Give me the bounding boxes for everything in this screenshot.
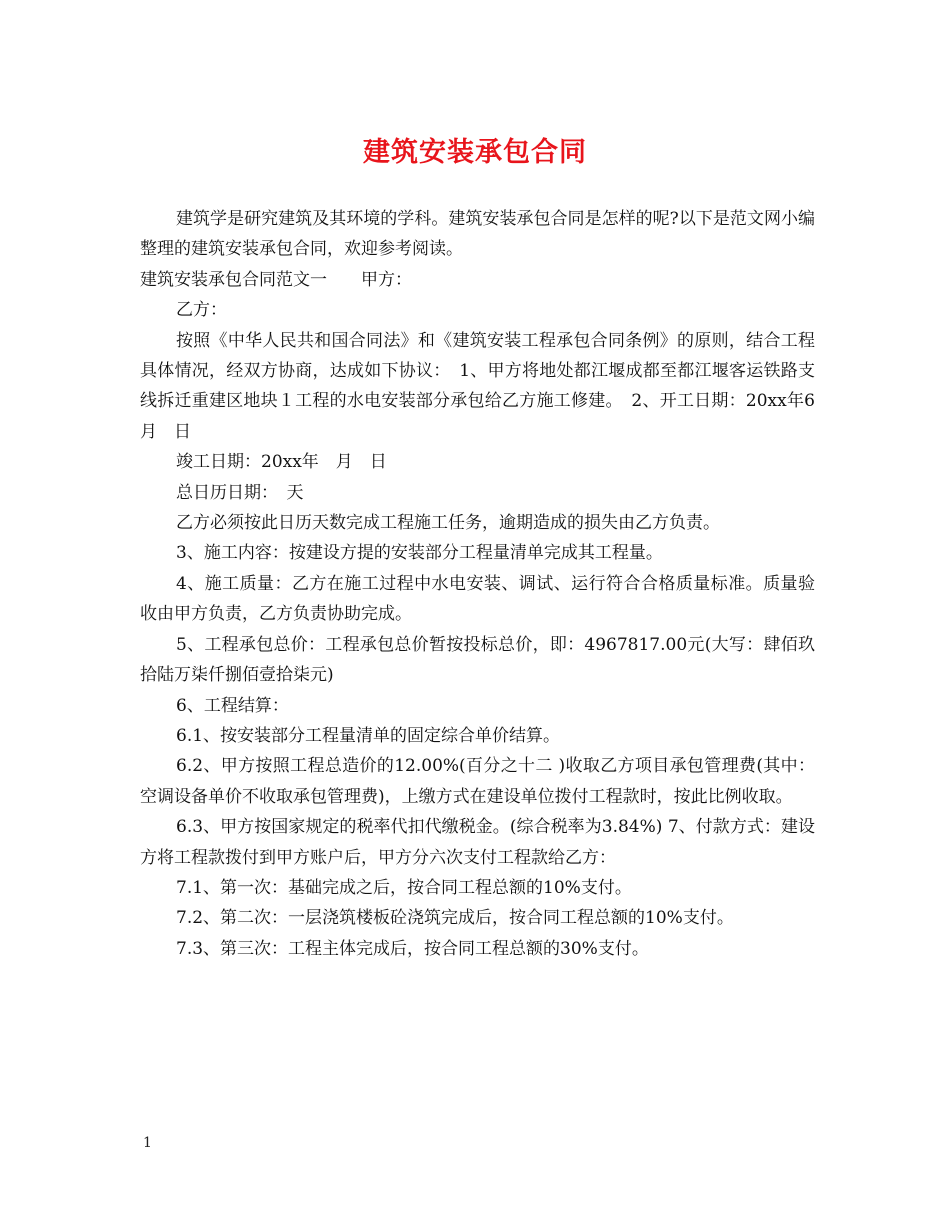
paragraph-clause-6-3: 6.3、甲方按国家规定的税率代扣代缴税金。(综合税率为3.84%) 7、付款方式：建设方将工程款拨付到甲方账户后，甲方分六次支付工程款给乙方： — [140, 817, 815, 868]
paragraph-total-days: 总日历日期： 天 — [176, 482, 304, 503]
paragraph-intro: 建筑学是研究建筑及其环境的学科。建筑安装承包合同是怎样的呢?以下是范文网小编整理的建筑安装承包合同，欢迎参考阅读。 — [140, 209, 815, 260]
page-number: 1 — [143, 1135, 152, 1151]
paragraph-clause-7-3: 7.3、第三次：工程主体完成后，按合同工程总额的30%支付。 — [176, 938, 649, 959]
paragraph-sample-heading: 建筑安装承包合同范文一 甲方： — [140, 269, 412, 290]
document-body — [140, 204, 815, 964]
paragraph-deadline-liability: 乙方必须按此日历天数完成工程施工任务，逾期造成的损失由乙方负责。 — [176, 513, 720, 534]
paragraph-clause-6-2: 6.2、甲方按照工程总造价的12.00%(百分之十二 )收取乙方项目承包管理费(其中：空调设备单价不收取承包管理费)，上缴方式在建设单位拨付工程款时，按此比例收取。 — [140, 756, 815, 807]
paragraph-completion-date: 竣工日期：20xx年 月 日 — [176, 452, 387, 473]
paragraph-clause-3: 3、施工内容：按建设方提的安装部分工程量清单完成其工程量。 — [176, 543, 663, 564]
paragraph-clause-7-1: 7.1、第一次：基础完成之后，按合同工程总额的10%支付。 — [176, 877, 632, 898]
paragraph-clause-4: 4、施工质量：乙方在施工过程中水电安装、调试、运行符合合格质量标准。质量验收由甲方负责，乙方负责协助完成。 — [140, 573, 815, 625]
paragraph-clause-7-2: 7.2、第二次：一层浇筑楼板砼浇筑完成后，按合同工程总额的10%支付。 — [176, 908, 734, 929]
paragraph-party-b: 乙方： — [176, 300, 227, 321]
paragraph-clause-6-1: 6.1、按安装部分工程量清单的固定综合单价结算。 — [176, 725, 561, 746]
paragraph-clause-5: 5、工程承包总价：工程承包总价暂按投标总价，即：4967817.00元(大写：肆佰玖拾陆万柒仟捌佰壹拾柒元) — [140, 634, 815, 686]
document-title: 建筑安装承包合同 — [363, 137, 587, 168]
paragraph-clause-6: 6、工程结算： — [176, 695, 289, 716]
paragraph-agreement: 按照《中华人民共和国合同法》和《建筑安装工程承包合同条例》的原则，结合工程具体情况，经双方协商，达成如下协议： 1、甲方将地处都江堰成都至都江堰客运铁路支线拆迁重建区地块１工程的水电安装部分承包给乙方施工修建。 2、开工日期：20xx年6月 日 — [140, 330, 815, 442]
